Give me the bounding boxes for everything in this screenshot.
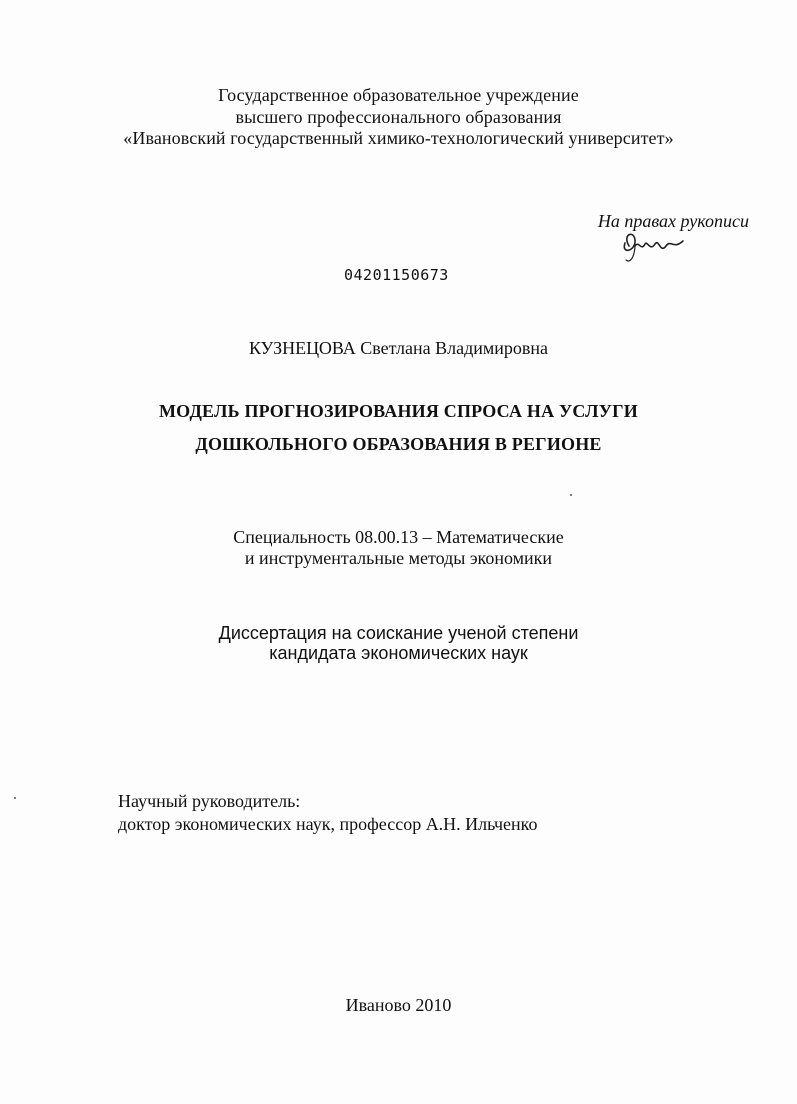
institution-line-3: «Ивановский государственный химико-технологический университет» — [123, 128, 674, 148]
dissertation-line-2: кандидата экономических наук — [269, 643, 528, 663]
institution-line-2: высшего профессионального образования — [235, 107, 562, 127]
archive-number: 04201150673 — [344, 266, 449, 284]
scan-dot — [14, 797, 16, 799]
specialty-line-1: Специальность 08.00.13 – Математические — [233, 527, 564, 547]
manuscript-note: На правах рукописи — [597, 211, 749, 231]
advisor-name: доктор экономических наук, профессор А.Н. Ильченко — [118, 814, 538, 834]
signature-image — [617, 226, 687, 266]
author-name: КУЗНЕЦОВА Светлана Владимировна — [248, 338, 549, 358]
place-year: Иваново 2010 — [345, 995, 452, 1015]
thesis-title-line-2: ДОШКОЛЬНОГО ОБРАЗОВАНИЯ В РЕГИОНЕ — [195, 434, 602, 454]
institution-line-1: Государственное образовательное учреждение — [218, 85, 579, 105]
scan-dot — [570, 494, 572, 496]
dissertation-line-1: Диссертация на соискание ученой степени — [218, 623, 579, 643]
thesis-title-line-1: МОДЕЛЬ ПРОГНОЗИРОВАНИЯ СПРОСА НА УСЛУГИ — [158, 401, 639, 421]
specialty-line-2: и инструментальные методы экономики — [244, 548, 553, 568]
advisor-label: Научный руководитель: — [118, 791, 301, 811]
